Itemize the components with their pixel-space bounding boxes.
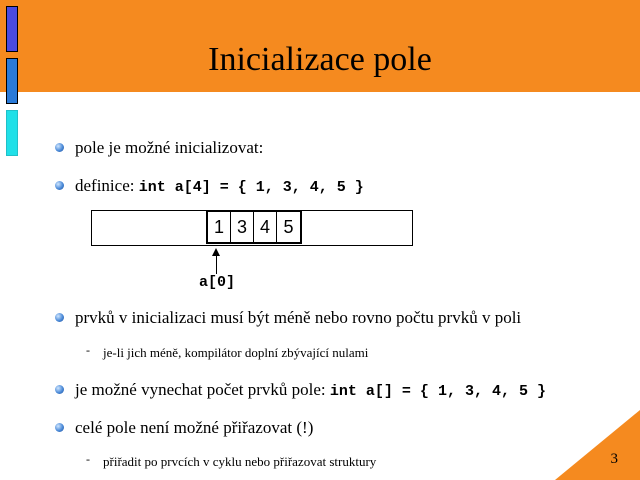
dash-icon: - xyxy=(86,452,90,466)
bullet-icon xyxy=(55,423,64,432)
list-item: je možné vynechat počet prvků pole: int a[] = { 1, 3, 4, 5 } xyxy=(75,380,546,400)
sub-item: přiřadit po prvcích v cyklu nebo přiřazovat struktury xyxy=(103,454,377,469)
array-cell: 5 xyxy=(283,216,294,237)
code-snippet: int a[] = { 1, 3, 4, 5 } xyxy=(329,383,546,400)
array-cell: 1 xyxy=(208,212,231,242)
list-item: definice: int a[4] = { 1, 3, 4, 5 } xyxy=(75,176,364,196)
bullet-icon xyxy=(55,385,64,394)
array-cell: 3 xyxy=(231,212,254,242)
dash-icon: - xyxy=(86,343,90,357)
list-item: pole je možné inicializovat: xyxy=(75,138,264,157)
decor-bar-cyan xyxy=(6,110,18,156)
pointer-label: a[0] xyxy=(199,274,236,291)
code-snippet: int a[4] = { 1, 3, 4, 5 } xyxy=(138,179,364,196)
slide-title: Inicializace pole xyxy=(208,41,432,78)
list-item: prvků v inicializaci musí být méně nebo rovno počtu prvků v poli xyxy=(75,308,522,327)
bullet-icon xyxy=(55,313,64,322)
page-number: 3 xyxy=(610,451,618,467)
array-cells xyxy=(206,210,302,244)
bullet-icon xyxy=(55,181,64,190)
sub-item: je-li jich méně, kompilátor doplní zbývající nulami xyxy=(103,345,369,360)
array-cell: 4 xyxy=(254,212,277,242)
corner-decoration xyxy=(555,410,640,480)
bullet-icon xyxy=(55,143,64,152)
pointer-arrow xyxy=(216,250,217,274)
list-item: celé pole není možné přiřazovat (!) xyxy=(75,418,314,437)
